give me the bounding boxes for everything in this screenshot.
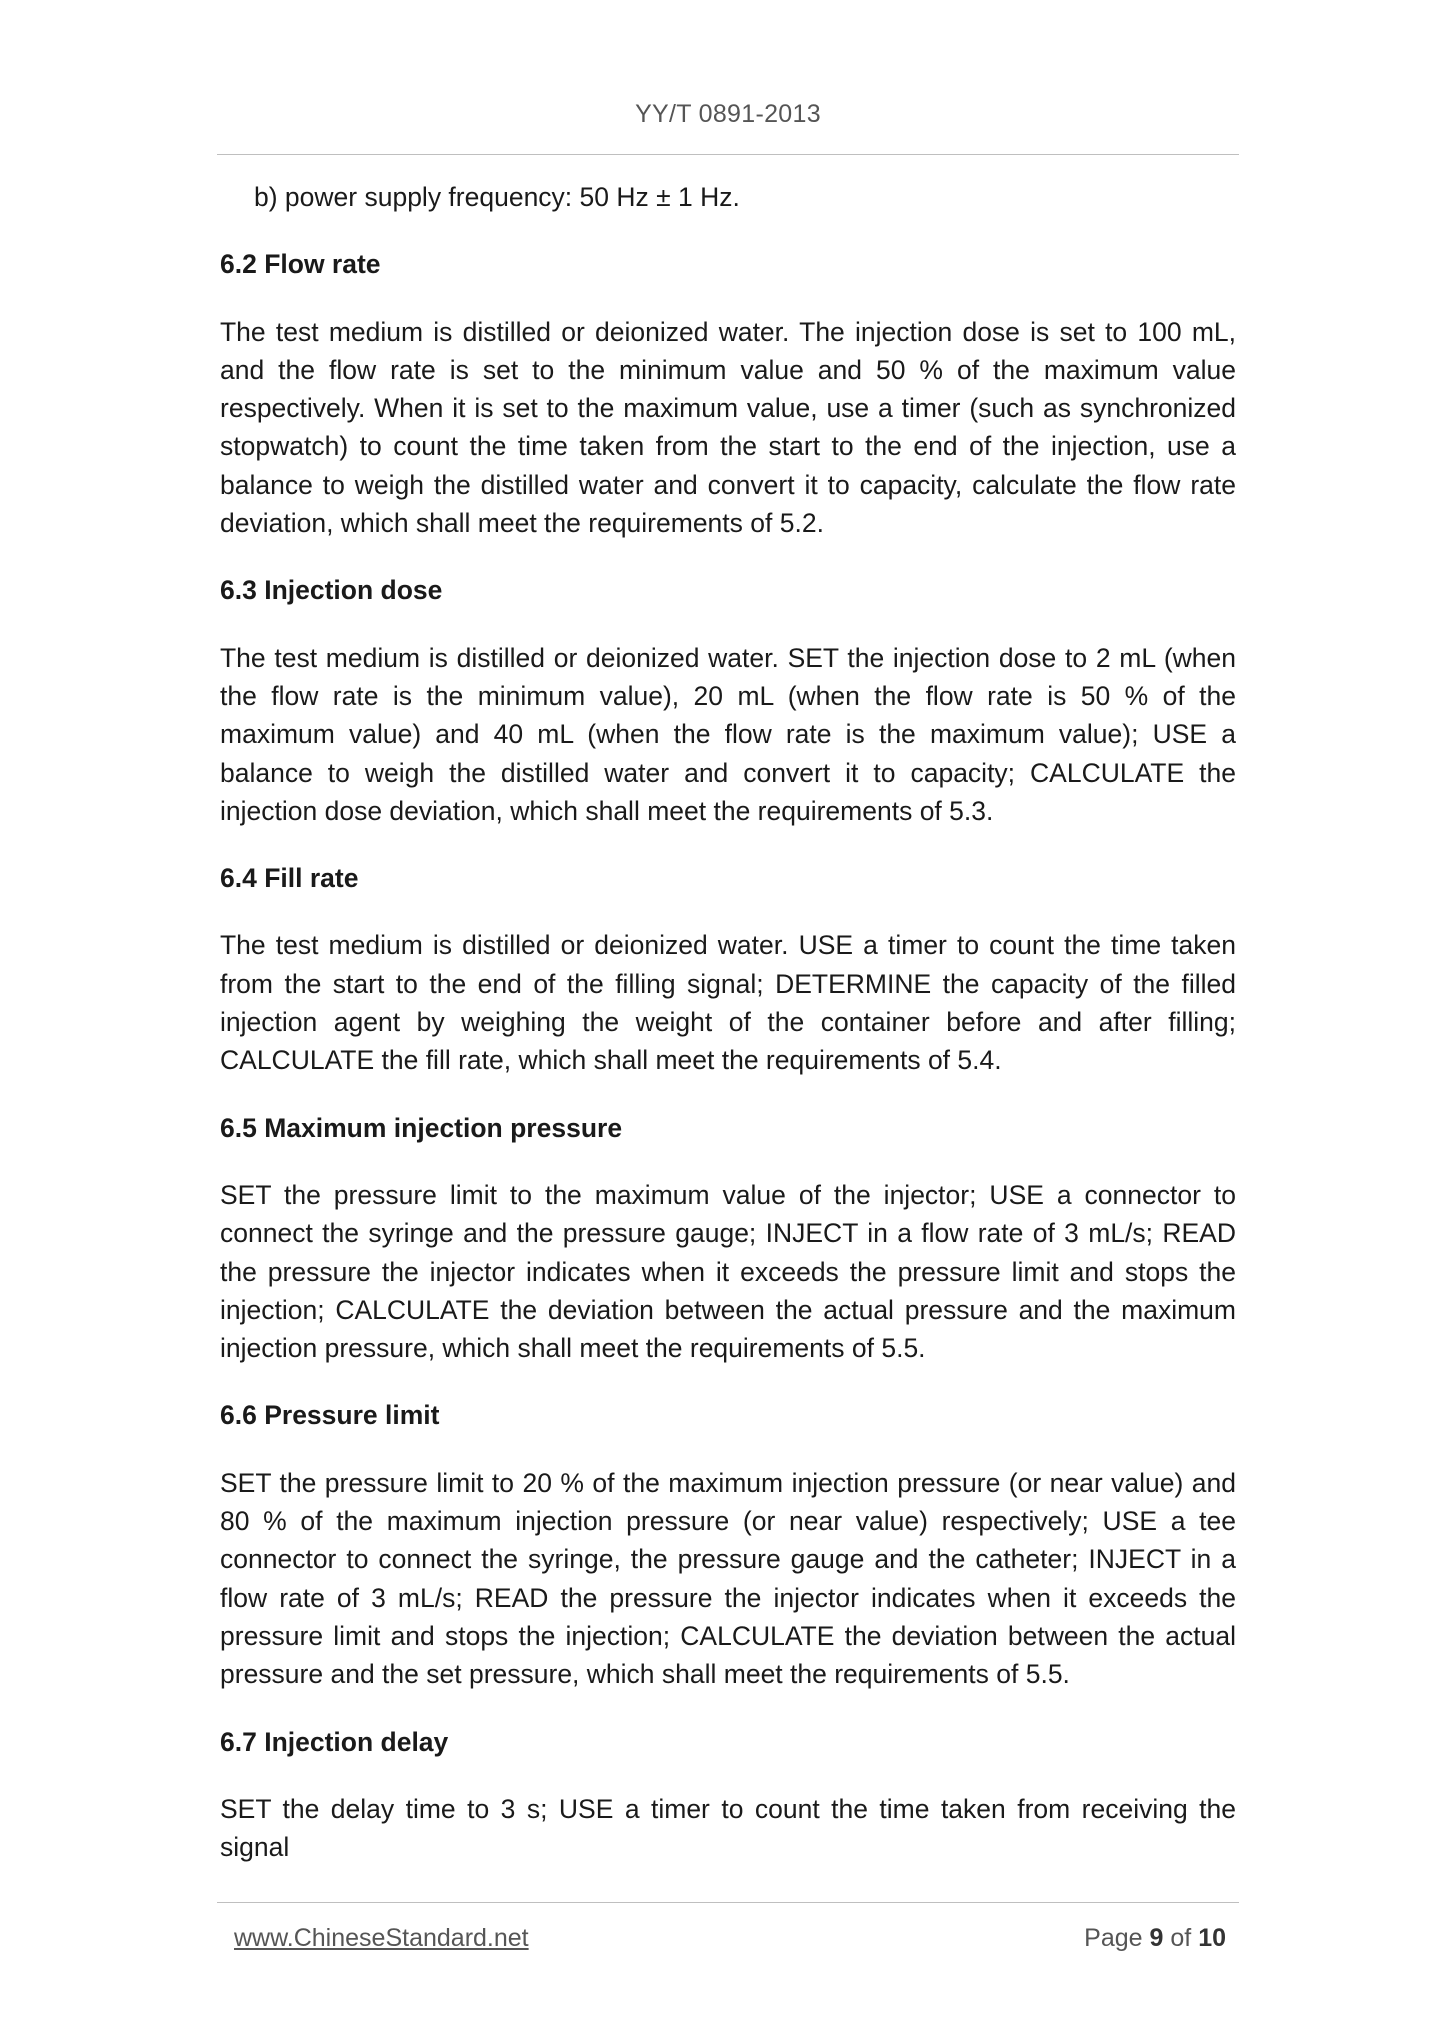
page-number (1084, 1924, 1226, 1953)
website-link[interactable]: www.ChineseStandard.net (234, 1924, 529, 1952)
section-paragraph-6-2: The test medium is distilled or deionized water. The injection dose is set to 100 mL, and the flow rate is set to the minimum value and 50 % of the maximum value respectively. When it is set to the maximum value, use a timer (such as synchronized stopwatch) to count the time taken from the start to the end of the injection, use a balance to weigh the distilled water and convert it to capacity, calculate the flow rate deviation, which shall meet the requirements of 5.2. (220, 316, 1236, 539)
section-paragraph-6-6: SET the pressure limit to 20 % of the maximum injection pressure (or near value) and 80 % of the maximum injection pressure (or near value) respectively; USE a tee connector to connect the syringe, the pressure gauge and the catheter; INJECT in a flow rate of 3 mL/s; READ the pressure the injector indicates when it exceeds the pressure limit and stops the injection; CALCULATE the deviation between the actual pressure and the set pressure, which shall meet the requirements of 5.5. (220, 1467, 1236, 1690)
section-heading-6-4: 6.4 Fill rate (220, 863, 359, 894)
header-divider (217, 154, 1239, 155)
section-heading-6-7: 6.7 Injection delay (220, 1726, 449, 1757)
section-paragraph-6-7: SET the delay time to 3 s; USE a timer to count the time taken from receiving the signal (220, 1793, 1236, 1863)
section-heading-6-5: 6.5 Maximum injection pressure (220, 1112, 623, 1143)
footer-divider (217, 1902, 1239, 1903)
page-prefix: Page (1084, 1924, 1143, 1952)
page-of: of (1170, 1924, 1192, 1952)
page-current: 9 (1149, 1924, 1164, 1952)
page-total: 10 (1198, 1924, 1226, 1952)
section-paragraph-6-3: The test medium is distilled or deionized water. SET the injection dose to 2 mL (when the flow rate is the minimum value), 20 mL (when the flow rate is 50 % of the maximum value) and 40 mL (when the flow rate is the maximum value); USE a balance to weigh the distilled water and convert it to capacity; CALCULATE the injection dose deviation, which shall meet the requirements of 5.3. (220, 642, 1236, 826)
document-body (220, 178, 1236, 1895)
section-paragraph-6-4: The test medium is distilled or deionized water. USE a timer to count the time taken from the start to the end of the filling signal; DETERMINE the capacity of the filled injection agent by weighing the weight of the container before and after filling; CALCULATE the fill rate, which shall meet the requirements of 5.4. (220, 930, 1236, 1076)
section-paragraph-6-5: SET the pressure limit to the maximum value of the injector; USE a connector to connect the syringe and the pressure gauge; INJECT in a flow rate of 3 mL/s; READ the pressure the injector indicates when it exceeds the pressure limit and stops the injection; CALCULATE the deviation between the actual pressure and the maximum injection pressure, which shall meet the requirements of 5.5. (220, 1179, 1236, 1364)
section-heading-6-3: 6.3 Injection dose (220, 575, 443, 606)
section-heading-6-6: 6.6 Pressure limit (220, 1400, 440, 1431)
document-id-header: YY/T 0891-2013 (635, 100, 821, 128)
list-item-b: b) power supply frequency: 50 Hz ± 1 Hz. (254, 182, 740, 212)
section-heading-6-2: 6.2 Flow rate (220, 249, 381, 280)
page-footer (234, 1924, 1226, 1958)
